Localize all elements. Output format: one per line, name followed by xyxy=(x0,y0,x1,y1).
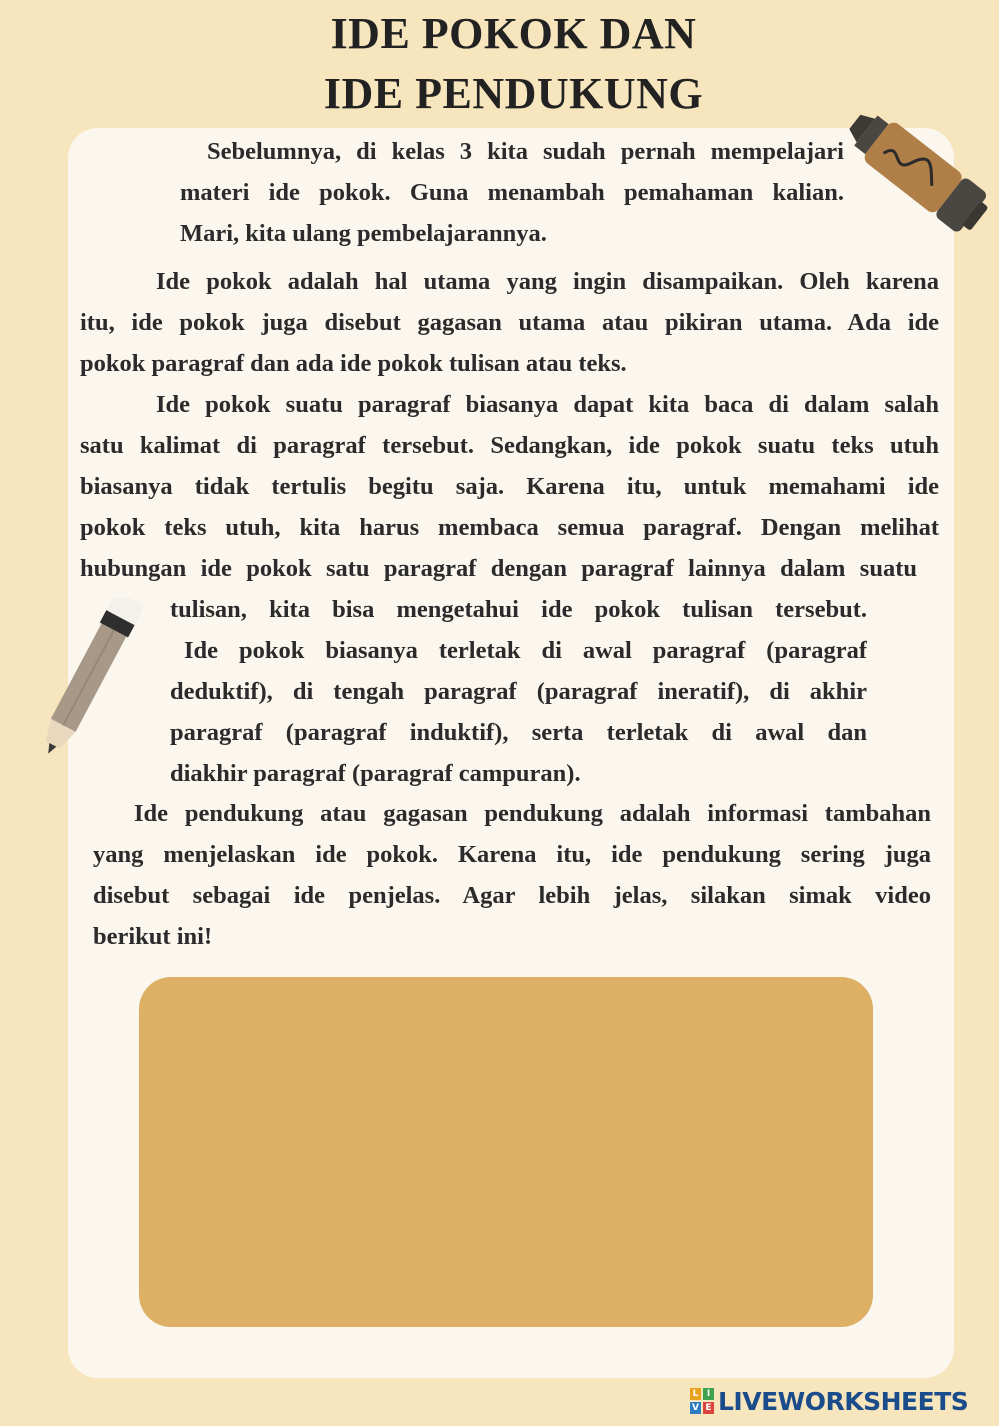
paragraph-line: Ide pokok adalah hal utama yang ingin disampaikan. Oleh karena xyxy=(156,268,939,295)
logo-tile: L xyxy=(690,1388,701,1400)
watermark-text: LIVEWORKSHEETS xyxy=(718,1386,969,1416)
intro-line: Mari, kita ulang pembelajarannya. xyxy=(180,220,547,247)
paragraph-line: pokok paragraf dan ada ide pokok tulisan atau teks. xyxy=(80,350,627,377)
paragraph-line: satu kalimat di paragraf tersebut. Sedangkan, ide pokok suatu teks utuh xyxy=(80,432,939,459)
logo-tile: I xyxy=(703,1388,714,1400)
paragraph-line: pokok teks utuh, kita harus membaca semua paragraf. Dengan melihat xyxy=(80,514,939,541)
liveworksheets-logo xyxy=(690,1388,714,1414)
paragraph-line: hubungan ide pokok satu paragraf dengan paragraf lainnya dalam suatu xyxy=(80,555,917,582)
page-title-line-1: IDE POKOK DAN xyxy=(330,9,697,58)
paragraph-line: deduktif), di tengah paragraf (paragraf ineratif), di akhir xyxy=(170,678,867,705)
paragraph-line: Ide pendukung atau gagasan pendukung adalah informasi tambahan xyxy=(134,800,931,827)
paragraph-line: Ide pokok suatu paragraf biasanya dapat kita baca di dalam salah xyxy=(156,391,939,418)
intro-line: Sebelumnya, di kelas 3 kita sudah pernah mempelajari xyxy=(207,138,844,165)
logo-tile: V xyxy=(690,1402,701,1414)
page-title-line-2: IDE PENDUKUNG xyxy=(323,69,704,118)
paragraph-line: berikut ini! xyxy=(93,923,213,950)
marker-icon xyxy=(820,80,999,250)
paragraph-line: yang menjelaskan ide pokok. Karena itu, ide pendukung sering juga xyxy=(93,841,931,868)
video-placeholder[interactable] xyxy=(139,977,873,1327)
paragraph-line: disebut sebagai ide penjelas. Agar lebih jelas, silakan simak video xyxy=(93,882,931,909)
pencil-icon xyxy=(20,598,145,783)
paragraph-line: diakhir paragraf (paragraf campuran). xyxy=(170,760,581,787)
paragraph-line: itu, ide pokok juga disebut gagasan utama atau pikiran utama. Ada ide xyxy=(80,309,939,336)
intro-line: materi ide pokok. Guna menambah pemahaman kalian. xyxy=(180,179,844,206)
paragraph-line: biasanya tidak tertulis begitu saja. Karena itu, untuk memahami ide xyxy=(80,473,939,500)
paragraph-line: Ide pokok biasanya terletak di awal paragraf (paragraf xyxy=(184,637,867,664)
liveworksheets-watermark xyxy=(690,1384,968,1418)
paragraph-line: tulisan, kita bisa mengetahui ide pokok tulisan tersebut. xyxy=(170,596,867,623)
paragraph-line: paragraf (paragraf induktif), serta terletak di awal dan xyxy=(170,719,867,746)
logo-tile: E xyxy=(703,1402,714,1414)
